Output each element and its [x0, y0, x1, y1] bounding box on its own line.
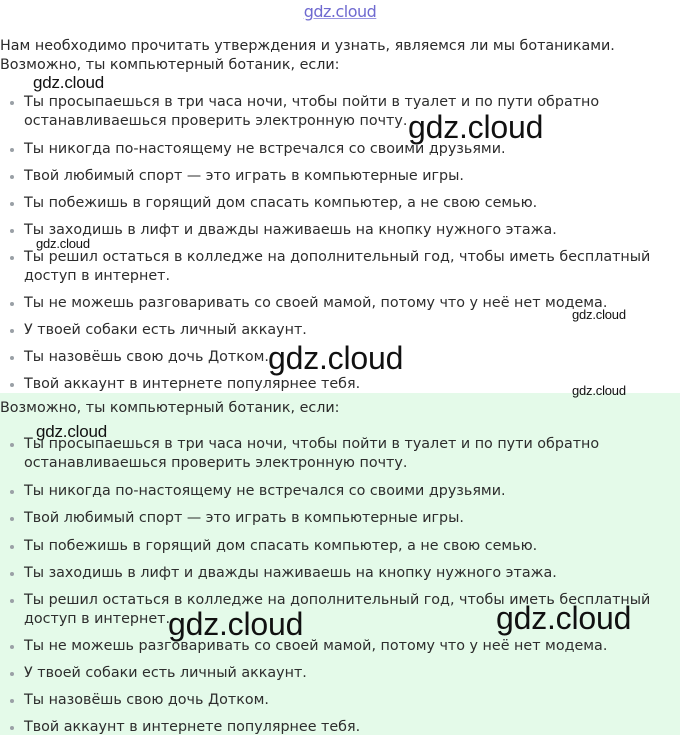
intro-text: Нам необходимо прочитать утверждения и узнать, являемся ли мы ботаниками. [0, 38, 615, 54]
watermark: gdz.cloud [168, 606, 304, 642]
list-item: Ты назовёшь свою дочь Дотком. [24, 691, 652, 710]
section-title: Возможно, ты компьютерный ботаник, если: [0, 400, 340, 416]
watermark: gdz.cloud [496, 600, 632, 636]
list-item: У твоей собаки есть личный аккаунт. [24, 664, 652, 683]
list-item: Ты просыпаешься в три часа ночи, чтобы пойти в туалет и по пути обратно останавливаешься проверить электронную почту. [24, 435, 652, 473]
list-item: Ты не можешь разговаривать со своей мамой, потому что у неё нет модема. [24, 294, 652, 313]
list-item: Ты побежишь в горящий дом спасать компьютер, а не свою семью. [24, 194, 652, 213]
list-item: Твой любимый спорт — это играть в компьютерные игры. [24, 167, 652, 186]
list-item: Твой аккаунт в интернете популярнее тебя. [24, 375, 652, 394]
list-item: Твой любимый спорт — это играть в компьютерные игры. [24, 509, 652, 528]
list-item: Ты заходишь в лифт и дважды наживаешь на кнопку нужного этажа. [24, 564, 652, 583]
list-item: Ты решил остаться в колледже на дополнительный год, чтобы иметь бесплатный доступ в интернет. [24, 592, 651, 627]
list-item: Ты побежишь в горящий дом спасать компьютер, а не свою семью. [24, 537, 652, 556]
watermark: gdz.cloud [572, 307, 626, 322]
watermark: gdz.cloud [36, 236, 90, 251]
section-title: Возможно, ты компьютерный ботаник, если: [0, 57, 340, 73]
list-item: Ты назовёшь свою дочь Дотком. [24, 348, 652, 367]
list-item: Ты не можешь разговаривать со своей мамой, потому что у неё нет модема. [24, 637, 652, 656]
list-item: Твой аккаунт в интернете популярнее тебя. [24, 718, 652, 737]
watermark: gdz.cloud [268, 340, 404, 376]
watermark: gdz.cloud [408, 109, 544, 145]
watermark: gdz.cloud [36, 422, 107, 441]
list-item: Ты решил остаться в колледже на дополнительный год, чтобы иметь бесплатный доступ в интернет. [24, 249, 651, 284]
list-item: Ты заходишь в лифт и дважды наживаешь на кнопку нужного этажа. [24, 221, 652, 240]
list-item: Ты просыпаешься в три часа ночи, чтобы пойти в туалет и по пути обратно останавливаешься проверить электронную почту. [24, 93, 652, 131]
section-repeat [0, 393, 680, 735]
list-item: Ты никогда по-настоящему не встречался со своими друзьями. [24, 140, 652, 159]
list-item: У твоей собаки есть личный аккаунт. [24, 321, 652, 340]
site-logo[interactable]: gdz.cloud [303, 2, 377, 21]
watermark: gdz.cloud [33, 73, 104, 92]
list-item: Ты никогда по-настоящему не встречался со своими друзьями. [24, 482, 652, 501]
watermark: gdz.cloud [572, 383, 626, 398]
